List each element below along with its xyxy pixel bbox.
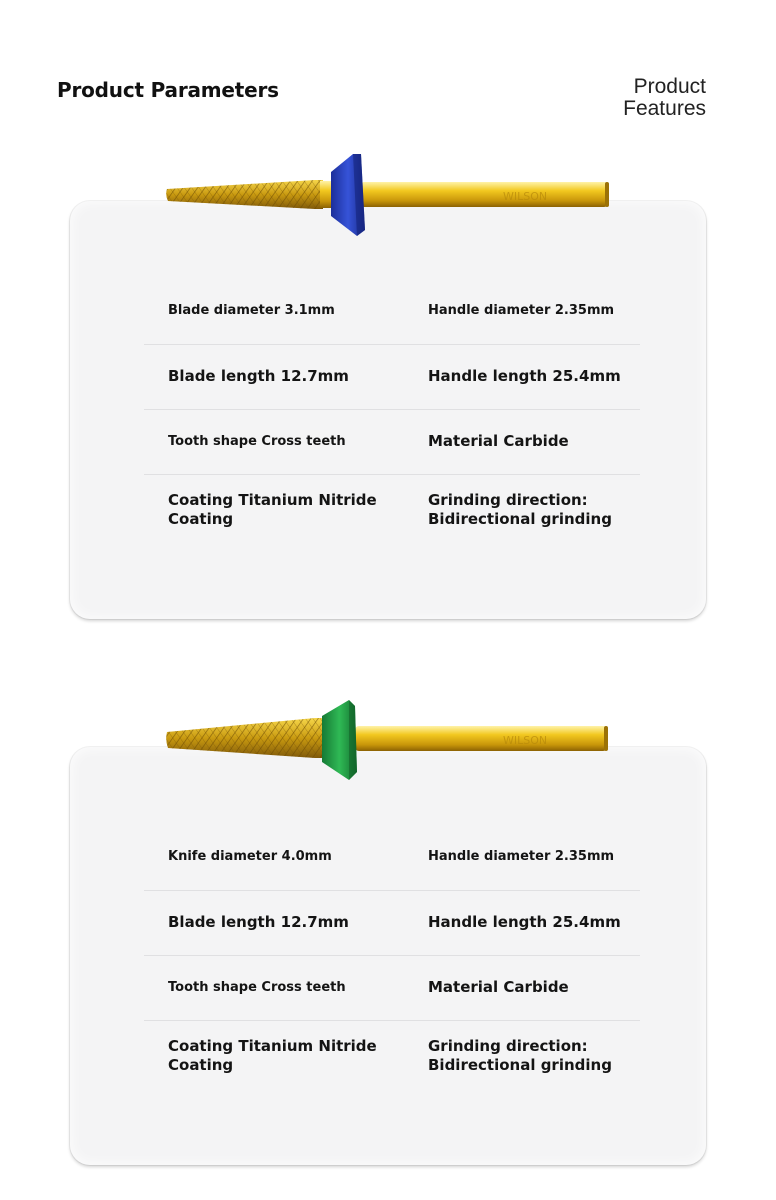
svg-text:WILSON: WILSON [503,190,548,203]
param-handle-diameter: Handle diameter 2.35mm [428,849,615,864]
param-handle-diameter: Handle diameter 2.35mm [428,303,615,318]
param-coating: Coating Titanium Nitride Coating [168,1037,377,1074]
param-grinding-direction: Grinding direction: Bidirectional grinding [428,491,612,528]
product-card-1 [70,201,706,619]
row-divider [144,1020,640,1021]
svg-text:WILSON: WILSON [503,734,548,747]
param-handle-length: Handle length 25.4mm [428,913,621,931]
drill-bit-image-2 [165,696,615,786]
drill-bit-image-1 [165,150,615,240]
param-coating: Coating Titanium Nitride Coating [168,491,377,528]
param-material: Material Carbide [428,978,569,996]
row-divider [144,409,640,410]
param-knife-diameter: Knife diameter 4.0mm [168,849,332,864]
features-label-line1: Product [633,75,706,98]
param-grinding-direction: Grinding direction: Bidirectional grinding [428,1037,612,1074]
param-blade-length: Blade length 12.7mm [168,367,349,385]
param-handle-length: Handle length 25.4mm [428,367,621,385]
page-title: Product Parameters [57,78,279,102]
row-divider [144,474,640,475]
product-card-2 [70,747,706,1165]
param-blade-diameter: Blade diameter 3.1mm [168,303,335,318]
row-divider [144,890,640,891]
param-tooth-shape: Tooth shape Cross teeth [168,980,346,995]
param-blade-length: Blade length 12.7mm [168,913,349,931]
product-features-label [600,76,706,120]
row-divider [144,955,640,956]
param-tooth-shape: Tooth shape Cross teeth [168,434,346,449]
features-label-line2: Features [623,97,706,120]
param-material: Material Carbide [428,432,569,450]
row-divider [144,344,640,345]
